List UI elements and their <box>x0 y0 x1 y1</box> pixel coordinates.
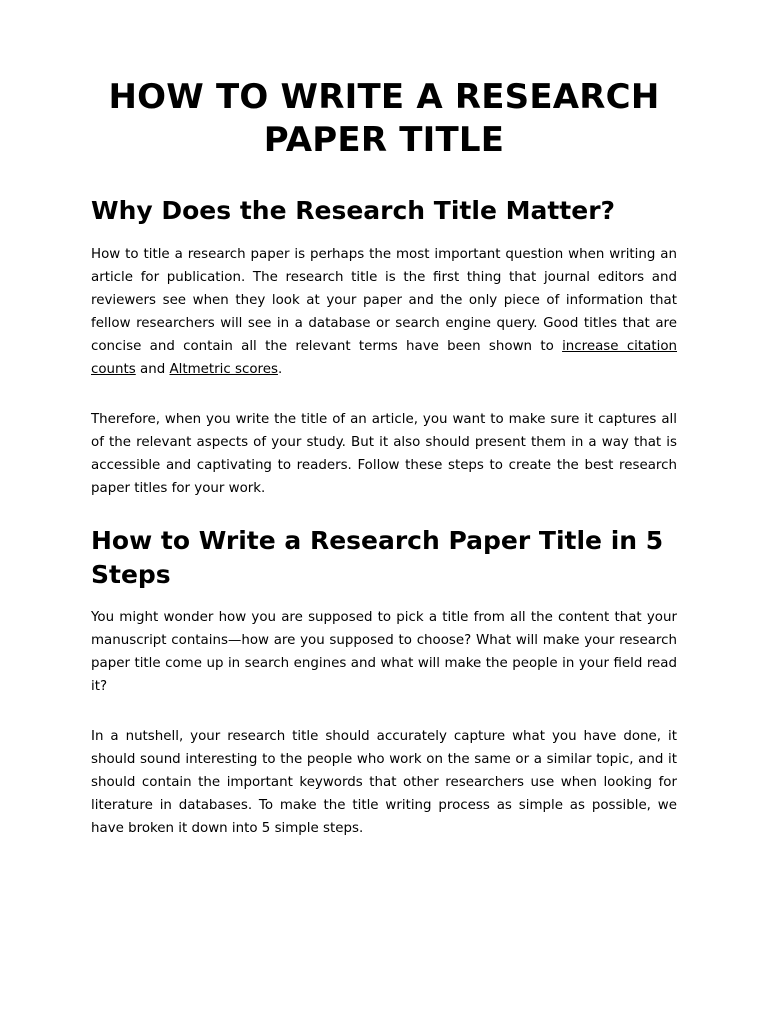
paragraph-title-importance <box>91 243 677 381</box>
paragraph-text-between: and <box>135 362 170 377</box>
paragraph-text-end: . <box>277 362 283 377</box>
altmetric-scores-link[interactable]: Altmetric scores <box>169 362 278 377</box>
increase-citation-counts-link[interactable]: increase citation counts <box>91 339 678 377</box>
paragraph-capture-aspects: Therefore, when you write the title of an article, you want to make sure it captures all of the relevant aspects of your study. But it also should present them in a way that is accessible and captivating to readers. Follow these steps to create the best research paper titles for your work. <box>91 412 677 496</box>
paragraph-text: How to title a research paper is perhaps the most important question when writing an article for publication. The research title is the first thing that journal editors and reviewers see when they look at your paper and the only piece of information that fellow researchers will see in a database or search engine query. Good titles that are concise and contain all the relevant terms have been shown to <box>91 247 677 354</box>
document-title: HOW TO WRITE A RESEARCH PAPER TITLE <box>108 77 660 160</box>
section-heading-five-steps: How to Write a Research Paper Title in 5 Steps <box>91 526 664 589</box>
paragraph-how-to-pick: You might wonder how you are supposed to pick a title from all the content that your manuscript contains—how are you supposed to choose? What will make your research paper title come up in search engines and what will make the people in your field read it? <box>91 610 677 694</box>
paragraph-in-a-nutshell: In a nutshell, your research title should accurately capture what you have done, it should sound interesting to the people who work on the same or a similar topic, and it should contain the important keywords that other researchers use when looking for literature in databases. To make the title writing process as simple as possible, we have broken it down into 5 simple steps. <box>91 729 677 836</box>
section-heading-why-title-matters: Why Does the Research Title Matter? <box>91 196 616 225</box>
